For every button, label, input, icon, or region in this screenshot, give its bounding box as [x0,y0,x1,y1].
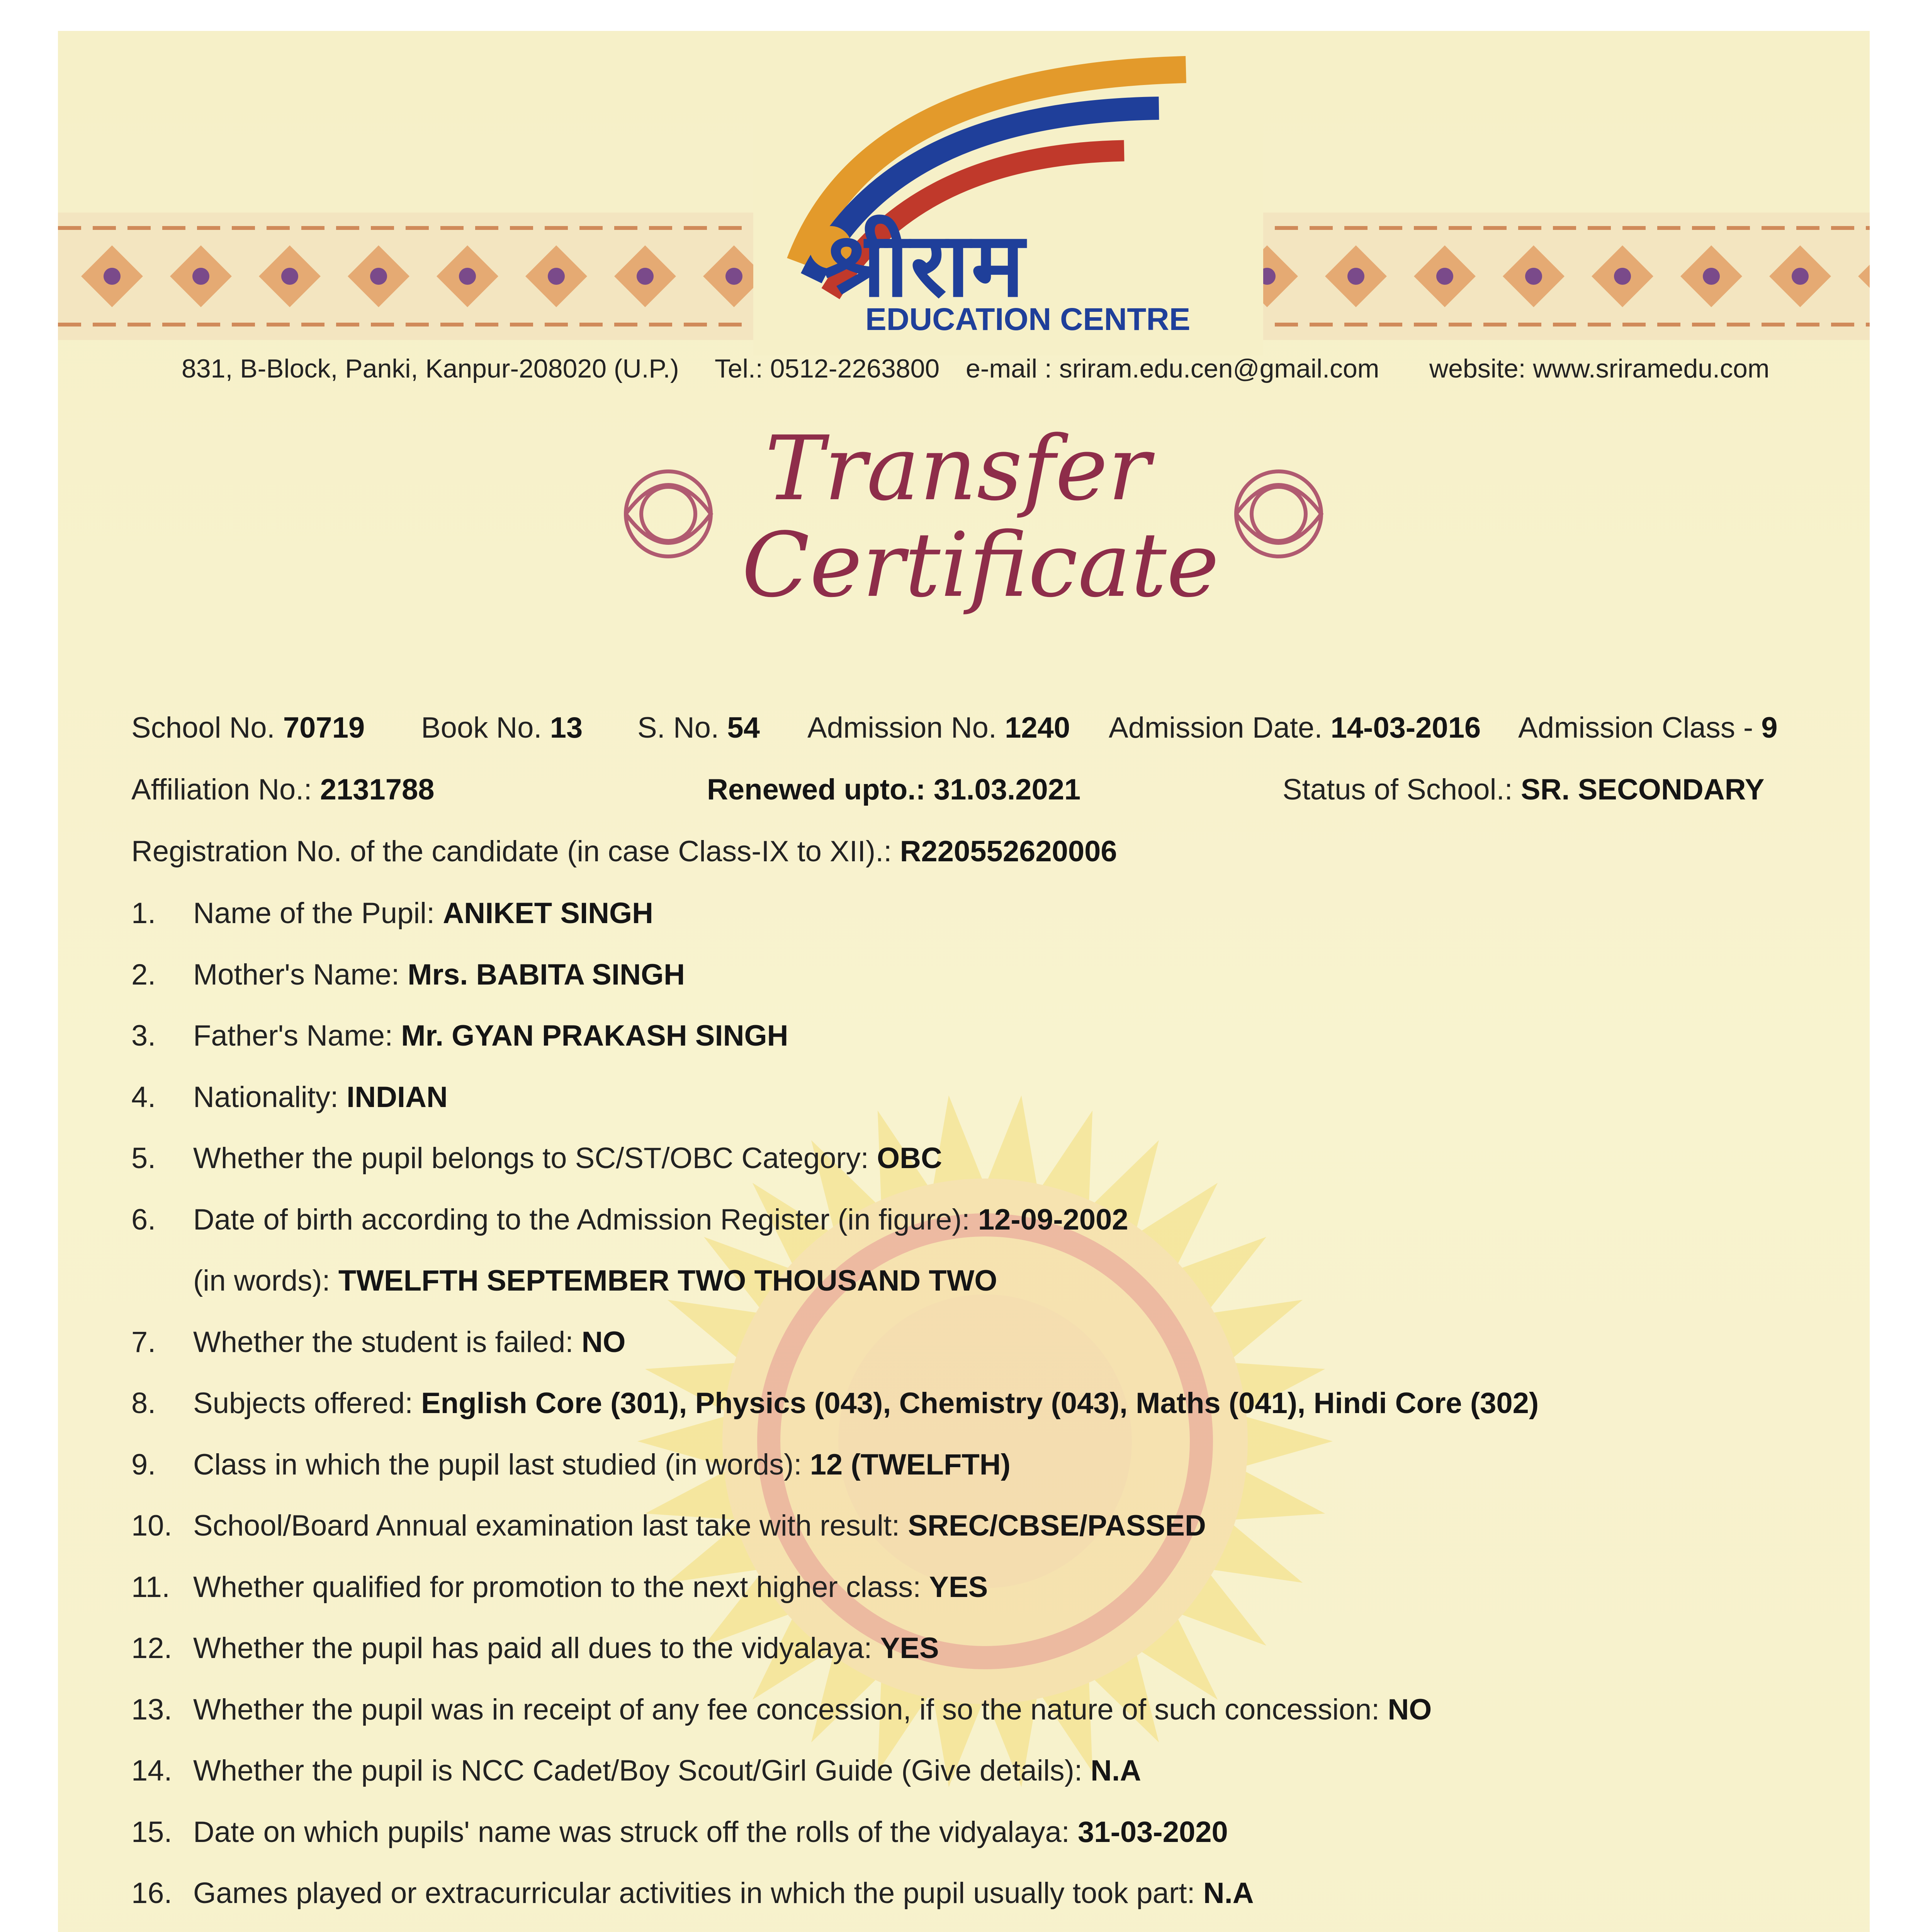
s-no-value: 54 [727,711,760,744]
item-value: 12 (TWELFTH) [810,1448,1011,1481]
border-motif-dot [370,268,387,285]
item-number: 16. [131,1877,172,1910]
item-line [193,1448,1011,1481]
item-value: INDIAN [347,1080,448,1114]
item-value: N.A [1091,1754,1142,1787]
item-label: Date on which pupils' name was struck off the rolls of the vidyalaya: [193,1815,1070,1849]
item-number: 15. [131,1815,172,1849]
item-value: ANIKET SINGH [443,897,654,930]
item-number: 10. [131,1509,172,1542]
item-line [193,1876,1254,1910]
item-row [58,1754,1835,1793]
item-row [58,1264,1835,1303]
item-label: Date of birth according to the Admission Register (in figure): [193,1203,970,1236]
admission-date [1109,711,1481,745]
item-line [193,1754,1141,1787]
admission-no-value: 1240 [1005,711,1070,744]
item-label: Whether qualified for promotion to the next higher class: [193,1570,921,1604]
item-number: 6. [131,1203,156,1236]
item-row [58,1570,1835,1609]
admission-class-label: Admission Class - [1518,711,1753,744]
border-motif-dot [459,268,476,285]
left-knot-ornament-icon [614,440,722,587]
item-number: 1. [131,897,156,930]
school-no-label: School No. [131,711,275,744]
item-number: 9. [131,1448,156,1481]
item-line [193,1264,997,1298]
item-line [193,1693,1432,1726]
title-line-2: Certificate [742,514,1219,617]
item-number: 2. [131,958,156,991]
item-row [58,1815,1835,1854]
item-line [193,1631,939,1665]
item-row [58,1631,1835,1670]
book-no-label: Book No. [421,711,542,744]
item-line [193,958,685,992]
item-label: Games played or extracurricular activities in which the pupil usually took part: [193,1877,1195,1910]
border-motif-dot [1436,268,1453,285]
item-value: SREC/CBSE/PASSED [908,1509,1206,1542]
item-value: 31-03-2020 [1078,1815,1228,1849]
item-label: School/Board Annual examination last take with result: [193,1509,900,1542]
item-number: 3. [131,1019,156,1052]
book-no [421,711,583,745]
logo-hindi-name: श्रीराम [823,214,1026,317]
admission-class [1518,711,1778,745]
border-motif-dot [725,268,742,285]
item-label: Whether the pupil belongs to SC/ST/OBC Category: [193,1142,869,1175]
item-number: 12. [131,1632,172,1665]
status-label: Status of School.: [1283,773,1513,806]
item-line [193,1019,788,1053]
item-value: TWELFTH SEPTEMBER TWO THOUSAND TWO [338,1264,997,1297]
book-no-value: 13 [550,711,583,744]
border-motif-dot [1347,268,1364,285]
affiliation [131,773,435,806]
item-label: Whether the pupil has paid all dues to the vidyalaya: [193,1632,872,1665]
item-line [193,1815,1228,1849]
item-value: 12-09-2002 [978,1203,1128,1236]
item-label: Whether the pupil is NCC Cadet/Boy Scout/Girl Guide (Give details): [193,1754,1083,1787]
border-motif-dot [1614,268,1631,285]
item-row [58,1876,1835,1915]
item-number: 4. [131,1080,156,1114]
item-number: 8. [131,1387,156,1420]
border-motif-dot [1525,268,1542,285]
registration-value: R220552620006 [900,835,1117,868]
border-motif-dot [1703,268,1720,285]
admission-date-label: Admission Date. [1109,711,1323,744]
item-row [58,958,1835,997]
item-value: Mrs. BABITA SINGH [408,958,685,991]
s-no [637,711,760,745]
admission-class-value: 9 [1761,711,1778,744]
border-motif-dot [1792,268,1809,285]
item-row [58,1448,1835,1486]
logo-latin-name [1055,201,1145,228]
item-value: NO [581,1325,626,1359]
item-line [193,1080,448,1114]
school-address: 831, B-Block, Panki, Kanpur-208020 (U.P.) [182,354,679,383]
item-number: 11. [131,1570,170,1604]
border-motif-dot [548,268,565,285]
item-value: Mr. GYAN PRAKASH SINGH [401,1019,788,1052]
item-label: Class in which the pupil last studied (in words): [193,1448,802,1481]
school-tel: Tel.: 0512-2263800 [715,354,940,383]
header-row-1 [131,711,365,745]
item-row [58,1080,1835,1119]
item-row [58,1019,1835,1058]
logo-subtitle: EDUCATION CENTRE [865,302,1191,337]
item-value: OBC [877,1142,942,1175]
item-line [193,1203,1128,1236]
item-label: Nationality: [193,1080,338,1114]
renewed-label: Renewed upto.: [707,773,926,806]
affiliation-value: 2131788 [320,773,435,806]
renewed-value: 31.03.2021 [933,773,1081,806]
title-line-1: Transfer [765,417,1150,520]
admission-date-value: 14-03-2016 [1330,711,1481,744]
item-label: (in words): [193,1264,330,1297]
item-line [193,1325,625,1359]
right-knot-ornament-icon [1225,440,1333,587]
item-value: English Core (301), Physics (043), Chemistry (043), Maths (041), Hindi Core (302) [421,1387,1539,1420]
item-row [58,1325,1835,1364]
border-motif-dot [281,268,298,285]
item-number: 14. [131,1754,172,1787]
item-label: Father's Name: [193,1019,393,1052]
item-label: Mother's Name: [193,958,400,991]
item-row [58,896,1835,935]
item-number: 7. [131,1325,156,1359]
school-status [1283,773,1764,806]
school-no-value: 70719 [283,711,365,744]
item-row [58,1693,1835,1731]
registration-label: Registration No. of the candidate (in case Class-IX to XII).: [131,835,892,868]
item-value: YES [880,1632,939,1665]
item-value: NO [1388,1693,1432,1726]
admission-no-label: Admission No. [807,711,997,744]
item-line [193,1386,1539,1420]
border-motif-dot [637,268,654,285]
item-number: 5. [131,1142,156,1175]
border-motif-dot [104,268,121,285]
item-value: YES [929,1570,988,1604]
border-motif-dot [192,268,209,285]
item-number: 13. [131,1693,172,1726]
affiliation-label: Affiliation No.: [131,773,312,806]
registration [131,835,1117,868]
item-row [58,1141,1835,1180]
s-no-label: S. No. [637,711,719,744]
status-value: SR. SECONDARY [1520,773,1765,806]
item-line [193,896,653,930]
admission-no [807,711,1070,745]
renewed-upto [707,773,1080,806]
item-row [58,1203,1835,1242]
certificate-sheet [58,31,1870,1932]
item-line [193,1509,1206,1543]
school-website: website: www.sriramedu.com [1429,354,1770,383]
item-value: N.A [1203,1877,1254,1910]
item-label: Subjects offered: [193,1387,413,1420]
item-row [58,1509,1835,1548]
item-label: Whether the pupil was in receipt of any fee concession, if so the nature of such concession: [193,1693,1380,1726]
school-logo [753,46,1263,355]
item-label: Whether the student is failed: [193,1325,574,1359]
item-line [193,1141,942,1175]
item-label: Name of the Pupil: [193,897,435,930]
item-line [193,1570,988,1604]
item-row [58,1386,1835,1425]
school-email: e-mail : sriram.edu.cen@gmail.com [966,354,1379,383]
